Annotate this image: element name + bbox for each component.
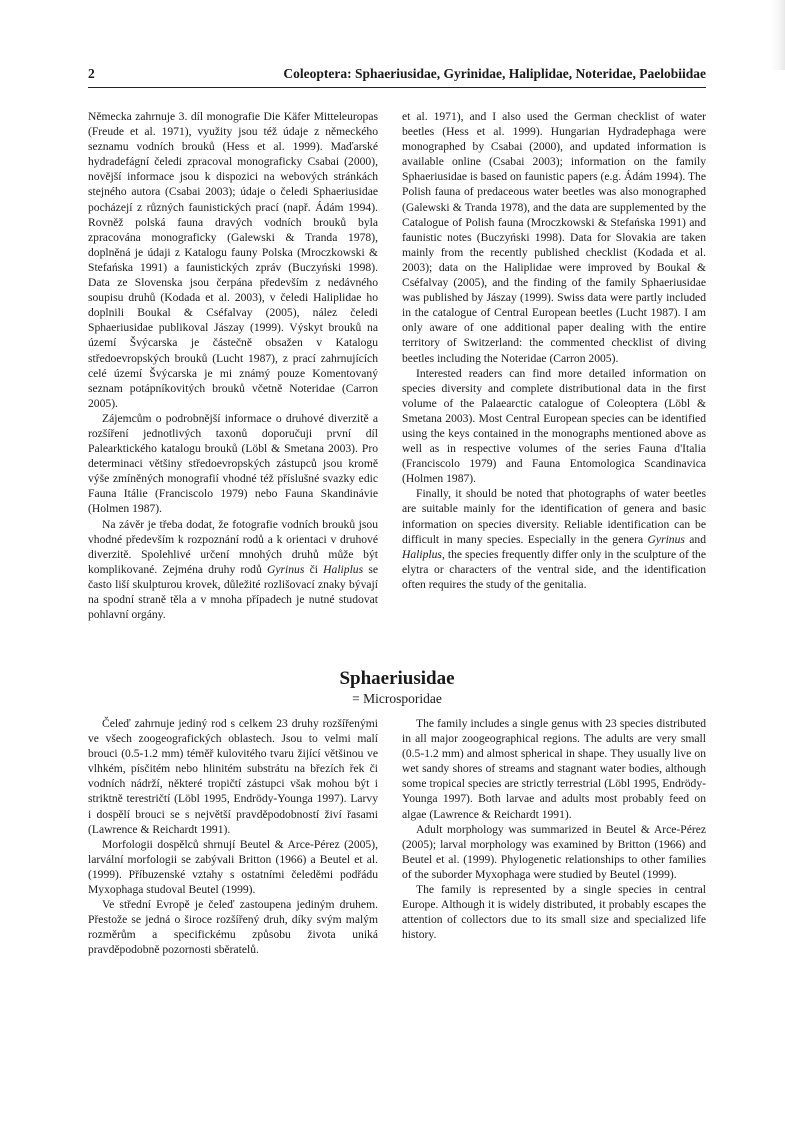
genus-name: Haliplus [323, 562, 364, 576]
english-family-column [402, 716, 706, 942]
text-run: či [304, 562, 324, 576]
text-run: se často liší skulpturou krovek, důležité rozlišovací znaky bývají na spodní straně těla a v mnoha případech je nutné studovat pohlavní orgány. [88, 562, 378, 622]
czech-family-column [88, 716, 378, 958]
scan-edge-shadow [757, 0, 785, 70]
running-title: Coleoptera: Sphaeriusidae, Gyrinidae, Haliplidae, Noteridae, Paelobiidae [283, 66, 706, 81]
text-run: and [684, 532, 707, 546]
english-intro-column [402, 109, 706, 592]
paragraph: Německa zahrnuje 3. díl monografie Die Käfer Mitteleuropas (Freude et al. 1971), využity jsou též údaje z německého seznamu vodních brouků (Hess et al. 1999). Maďarské hydradefágní čeledi zpracoval monograficky Csabai (2000), novější informace jsou k dispozici na webových stránkách stejného autora (Csabai 2003); údaje o čeledi Sphaeriusidae pocházejí z různých faunistických prací (např. Ádám 1994). Rovněž polská fauna dravých vodních brouků byla zpracována monograficky (Galewski & Tranda 1978), doplněná je údaji z Katalogu fauny Polska (Mroczkowski & Stefańska 1991) a faunistických zpráv (Buczyński 1998). Data ze Slovenska jsou čerpána především z nedávného soupisu druhů (Kodada et al. 2003), v čeledi Haliplidae ho doplnili Boukal & Cséfalvay (2005), nález čeledi Sphaeriusidae publikoval Jászay (1999). Výskyt brouků na území Švýcarska je částečně obsažen v Katalogu středoevropských brouků (Lucht 1987), z prací zahrnujících celé území Švýcarska je mi známý pouze Komentovaný seznam potápníkovitých brouků včetně Noteridae (Carron 2005). [88, 110, 378, 410]
paragraph: et al. 1971), and I also used the German checklist of water beetles (Hess et al. 1999). Hungarian Hydradephaga were monographed by Csabai (2000), and updated information is available online (Csabai 2003); information on the family Sphaeriusidae is based on faunistic papers (e.g. Ádám 1994). The Polish fauna of predaceous water beetles was also monographed (Galewski & Tranda 1978), and the data are supplemented by the Catalogue of Polish fauna (Mroczkowski & Stefańska 1991) and faunistic notes (Buczyński 1998). Data for Slovakia are taken mainly from the recently published checklist (Kodada et al. 2003); data on the Haliplidae were improved by Boukal & Cséfalvay (2005), and the finding of the family Sphaeriusidae was published by Jászay (1999). Swiss data were partly included in the catalogue of Central European beetles (Lucht 1987). I am only aware of one additional paper dealing with the entire territory of Switzerland: the commented checklist of diving beetles including the Noteridae (Carron 2005). [402, 110, 706, 365]
section-synonym: = Microsporidae [352, 691, 442, 706]
section-heading [88, 668, 706, 707]
paragraph [402, 486, 706, 592]
paragraph: Morfologii dospělců shrnují Beutel & Arce-Pérez (2005), larvální morfologii se zabývali Britton (1966) a Beutel et al. (1999). Příbuzenské vztahy s ostatními čeleděmi podřádu Myxophaga studoval Beutel (1999). [88, 837, 378, 897]
paragraph: The family is represented by a single species in central Europe. Although it is widely distributed, it probably escapes the attention of collectors due to its small size and specialized life history. [402, 883, 706, 942]
text-run: Finally, it should be noted that photographs of water beetles are suitable mainly for the identification of genera and basic information on species diversity. Reliable identification can be difficult in many species. Especially in the genera [402, 487, 706, 546]
paragraph: Čeleď zahrnuje jediný rod s celkem 23 druhy rozšířenými ve všech zoogeografických oblastech. Jsou to velmi malí brouci (0.5-1.2 mm) téměř kulovitého tvaru žijící většinou ve vlhkém, písčitém nebo hlinitém substrátu na březích řek či vodních nádrží, některé tropičtí zástupci však mohou být i striktně terestričtí (Löbl 1995, Endrödy-Younga 1997). Larvy i dospělí brouci se s největší pravděpodobností živí řasami (Lawrence & Reichardt 1991). [88, 717, 378, 836]
paragraph [88, 517, 378, 623]
header-rule [88, 87, 706, 88]
genus-name: Gyrinus [647, 532, 685, 546]
paragraph: Adult morphology was summarized in Beutel & Arce-Pérez (2005); larval morphology was examined by Britton (1966) and Beutel et al. (1999). Phylogenetic relationships to other families of the suborder Myxophaga were studied by Beutel (1999). [402, 822, 706, 881]
paragraph: Zájemcům o podrobnější informace o druhové diverzitě a rozšíření jednotlivých taxonů doporučuji první díl Palearktického katalogu brouků (Löbl & Smetana 2003). Pro determinaci většiny středoevropských zástupců jsou kromě výše zmíněných monografií vhodné též příslušné svazky edic Fauna Itálie (Franciscolo 1979) nebo Fauna Skandinávie (Holmen 1987). [88, 411, 378, 516]
genus-name: Gyrinus [266, 562, 305, 576]
genus-name: Haliplus [402, 547, 442, 561]
paragraph: Interested readers can find more detailed information on species diversity and complete distributional data in the first volume of the Palaearctic catalogue of Coleoptera (Löbl & Smetana 2003). Most Central European species can be identified using the keys contained in the monographs mentioned above as well as in respective volumes of the series Fauna d'Italia (Franciscolo 1979) and Fauna Entomologica Scandinavica (Holmen 1987). [402, 366, 706, 486]
czech-intro-column [88, 109, 378, 622]
section-title: Sphaeriusidae [339, 668, 455, 689]
running-header [88, 66, 706, 86]
paragraph: Ve střední Evropě je čeleď zastoupena jediným druhem. Přestože se jedná o široce rozšířený druh, díky svým malým rozměrům a specifickému způsobu života uniká pravděpodobně pozornosti sběratelů. [88, 898, 378, 957]
text-run: , the species frequently differ only in the sculpture of the elytra or characters of the ventral side, and the identification often requires the study of the genitalia. [402, 547, 706, 591]
paragraph: The family includes a single genus with 23 species distributed in all major zoogeographical regions. The adults are very small (0.5-1.2 mm) and almost spherical in shape. They usually live on wet sandy shores of streams and stagnant water bodies, although some tropical species are strictly terrestrial (Löbl 1995, Endrödy-Younga 1997). Both larvae and adults most probably feed on algae (Lawrence & Reichardt 1991). [402, 717, 706, 821]
page-number: 2 [88, 66, 95, 81]
text-run: Na závěr je třeba dodat, že fotografie vodních brouků jsou vhodné především k rozpoznání rodů a k orientaci v druhové diverzitě. Spolehlivé určení mnohých druhů může být komplikované. Zejména druhy rodů [88, 517, 378, 576]
